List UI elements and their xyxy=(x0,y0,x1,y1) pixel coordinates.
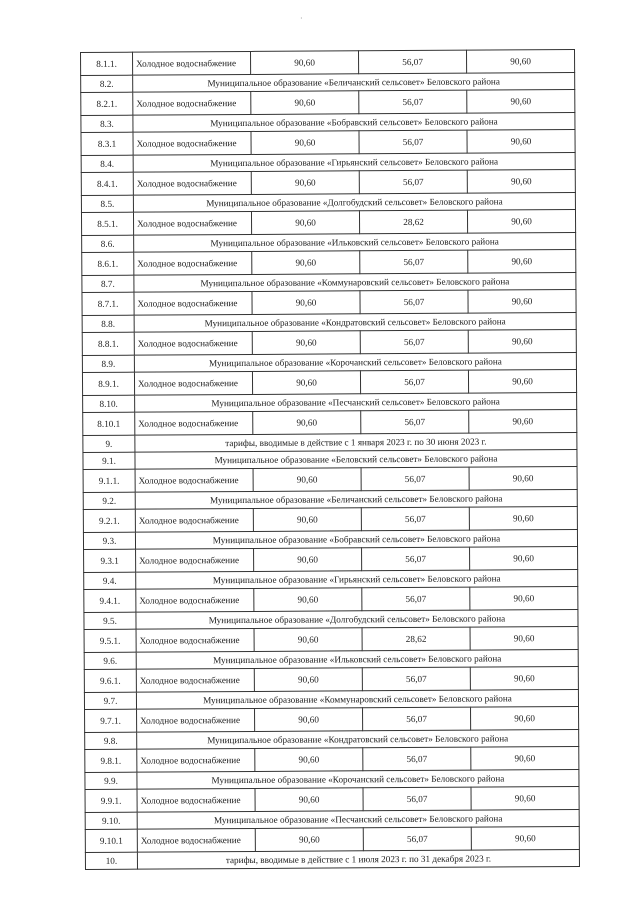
row-number: 8.4. xyxy=(81,155,133,172)
section-title: Муниципальное образование «Коммунаровский сельсовет» Беловского района xyxy=(134,272,576,292)
section-title: Муниципальное образование «Корочанский сельсовет» Беловского района xyxy=(137,769,579,789)
service-name: Холодное водоснабжение xyxy=(136,668,254,692)
section-title: Муниципальное образование «Бобравский сельсовет» Беловского района xyxy=(133,112,575,132)
tariff-value-3: 90,60 xyxy=(467,129,575,153)
row-number: 8.1.1. xyxy=(81,52,133,75)
tariff-value-1: 90,60 xyxy=(255,748,363,772)
service-row xyxy=(82,289,576,315)
section-title: Муниципальное образование «Песчанский сельсовет» Беловского района xyxy=(137,809,579,829)
service-name: Холодное водоснабжение xyxy=(133,171,251,195)
tariff-value-3: 90,60 xyxy=(471,826,579,850)
tariff-value-3: 90,60 xyxy=(468,249,576,273)
section-title: Муниципальное образование «Ильковский сельсовет» Беловского района xyxy=(136,649,578,669)
tariff-value-3: 90,60 xyxy=(468,289,576,313)
section-title: тарифы, вводимые в действие с 1 июля 2023 г. по 31 декабря 2023 г. xyxy=(137,849,579,869)
tariff-value-3: 90,60 xyxy=(467,209,575,233)
tariff-value-1: 90,60 xyxy=(252,371,360,395)
tariff-value-2: 56,07 xyxy=(363,827,471,851)
tariff-value-2: 56,07 xyxy=(359,130,467,154)
row-number: 9.3.1 xyxy=(84,549,136,572)
tariff-value-3: 90,60 xyxy=(470,626,578,650)
row-number: 8.7.1. xyxy=(82,292,134,315)
row-number: 9.10. xyxy=(85,812,137,829)
row-number: 8.6. xyxy=(82,235,134,252)
service-name: Холодное водоснабжение xyxy=(133,211,251,235)
tariff-value-2: 56,07 xyxy=(360,330,468,354)
tariff-value-2: 56,07 xyxy=(359,170,467,194)
service-row xyxy=(81,209,575,235)
row-number: 8.6.1. xyxy=(82,252,134,275)
row-number: 9.6.1. xyxy=(84,669,136,692)
tariff-value-1: 90,60 xyxy=(252,291,360,315)
tariff-value-3: 90,60 xyxy=(471,786,579,810)
service-row xyxy=(82,249,576,275)
service-row xyxy=(82,369,576,395)
service-name: Холодное водоснабжение xyxy=(133,131,251,155)
service-row xyxy=(83,466,577,492)
tariff-value-2: 56,07 xyxy=(360,290,468,314)
row-number: 9.5.1. xyxy=(84,629,136,652)
tariff-value-3: 90,60 xyxy=(470,546,578,570)
service-row xyxy=(81,129,575,155)
service-row xyxy=(84,586,578,612)
service-row xyxy=(81,169,575,195)
service-row xyxy=(85,786,579,812)
service-name: Холодное водоснабжение xyxy=(134,291,252,315)
tariff-value-1: 90,60 xyxy=(253,508,361,532)
tariff-value-2: 56,07 xyxy=(360,250,468,274)
tariff-value-3: 90,60 xyxy=(469,409,577,433)
section-title: Муниципальное образование «Ильковский сельсовет» Беловского района xyxy=(134,232,576,252)
tariff-table-body xyxy=(81,49,580,869)
tariff-value-1: 90,60 xyxy=(255,828,363,852)
tariff-value-1: 90,60 xyxy=(254,588,362,612)
row-number: 9.4. xyxy=(84,572,136,589)
service-row xyxy=(83,409,577,435)
service-name: Холодное водоснабжение xyxy=(133,91,251,115)
row-number: 8.4.1. xyxy=(81,172,133,195)
section-title: Муниципальное образование «Коммунаровский сельсовет» Беловского района xyxy=(136,689,578,709)
tariff-value-1: 90,60 xyxy=(251,171,359,195)
row-number: 8.5. xyxy=(81,195,133,212)
section-row xyxy=(85,849,579,869)
section-title: тарифы, вводимые в действие с 1 января 2023 г. по 30 июня 2023 г. xyxy=(135,432,577,452)
tariff-value-1: 90,60 xyxy=(251,91,359,115)
row-number: 9.1.1. xyxy=(83,469,135,492)
service-row xyxy=(84,546,578,572)
service-name: Холодное водоснабжение xyxy=(136,588,254,612)
row-number: 9.4.1. xyxy=(84,589,136,612)
tariff-value-1: 90,60 xyxy=(253,411,361,435)
tariff-value-2: 56,07 xyxy=(361,410,469,434)
row-number: 9.8.1. xyxy=(85,749,137,772)
row-number: 9.2.1. xyxy=(83,509,135,532)
tariff-table xyxy=(80,49,580,870)
service-name: Холодное водоснабжение xyxy=(134,251,252,275)
tariff-value-1: 90,60 xyxy=(251,131,359,155)
service-name: Холодное водоснабжение xyxy=(136,548,254,572)
tariff-value-3: 90,60 xyxy=(469,466,577,490)
service-name: Холодное водоснабжение xyxy=(134,331,252,355)
service-name: Холодное водоснабжение xyxy=(135,468,253,492)
section-title: Муниципальное образование «Гирьянский сельсовет» Беловского района xyxy=(136,569,578,589)
service-name: Холодное водоснабжение xyxy=(133,51,251,75)
row-number: 9.1. xyxy=(83,452,135,469)
tariff-value-1: 90,60 xyxy=(255,708,363,732)
row-number: 10. xyxy=(85,852,137,869)
service-row xyxy=(84,626,578,652)
row-number: 9.2. xyxy=(83,492,135,509)
row-number: 8.2. xyxy=(81,75,133,92)
row-number: 9.9.1. xyxy=(85,789,137,812)
section-title: Муниципальное образование «Корочанский сельсовет» Беловского района xyxy=(134,352,576,372)
row-number: 8.10.1 xyxy=(83,412,135,435)
section-title: Муниципальное образование «Кондратовский сельсовет» Беловского района xyxy=(137,729,579,749)
service-name: Холодное водоснабжение xyxy=(137,828,255,852)
service-name: Холодное водоснабжение xyxy=(134,371,252,395)
service-row xyxy=(81,49,575,75)
row-number: 8.2.1. xyxy=(81,92,133,115)
row-number: 8.5.1. xyxy=(81,212,133,235)
tariff-value-1: 90,60 xyxy=(252,331,360,355)
tariff-value-1: 90,60 xyxy=(255,788,363,812)
row-number: 9.7. xyxy=(84,692,136,709)
tariff-value-2: 56,07 xyxy=(362,667,470,691)
row-number: 8.8.1. xyxy=(82,332,134,355)
service-row xyxy=(85,826,579,852)
tariff-value-3: 90,60 xyxy=(467,169,575,193)
tariff-value-3: 90,60 xyxy=(470,666,578,690)
service-row xyxy=(82,329,576,355)
tariff-value-2: 56,07 xyxy=(359,90,467,114)
service-row xyxy=(81,89,575,115)
tariff-value-3: 90,60 xyxy=(469,506,577,530)
service-name: Холодное водоснабжение xyxy=(137,748,255,772)
service-name: Холодное водоснабжение xyxy=(135,411,253,435)
section-title: Муниципальное образование «Гирьянский сельсовет» Беловского района xyxy=(133,152,575,172)
section-title: Муниципальное образование «Долгобудский сельсовет» Беловского района xyxy=(136,609,578,629)
tariff-value-1: 90,60 xyxy=(254,548,362,572)
row-number: 9.3. xyxy=(83,532,135,549)
service-row xyxy=(83,506,577,532)
row-number: 9.8. xyxy=(85,732,137,749)
page-scan-mark: · xyxy=(300,14,303,23)
tariff-value-2: 56,07 xyxy=(361,507,469,531)
section-title: Муниципальное образование «Беличанский сельсовет» Беловского района xyxy=(135,489,577,509)
service-name: Холодное водоснабжение xyxy=(136,628,254,652)
section-title: Муниципальное образование «Беличанский сельсовет» Беловского района xyxy=(133,72,575,92)
row-number: 8.8. xyxy=(82,315,134,332)
tariff-value-1: 90,60 xyxy=(253,468,361,492)
tariff-value-1: 90,60 xyxy=(250,51,358,75)
row-number: 8.9.1. xyxy=(82,372,134,395)
row-number: 8.7. xyxy=(82,275,134,292)
tariff-value-1: 90,60 xyxy=(254,628,362,652)
section-title: Муниципальное образование «Беловский сельсовет» Беловского района xyxy=(135,449,577,469)
service-row xyxy=(85,746,579,772)
row-number: 8.3.1 xyxy=(81,132,133,155)
tariff-value-3: 90,60 xyxy=(471,706,579,730)
tariff-value-2: 56,07 xyxy=(363,747,471,771)
row-number: 8.10. xyxy=(83,395,135,412)
tariff-value-2: 56,07 xyxy=(363,787,471,811)
tariff-value-2: 28,62 xyxy=(362,627,470,651)
section-title: Муниципальное образование «Кондратовский сельсовет» Беловского района xyxy=(134,312,576,332)
row-number: 8.3. xyxy=(81,115,133,132)
tariff-value-3: 90,60 xyxy=(471,746,579,770)
row-number: 9.7.1. xyxy=(85,709,137,732)
tariff-value-3: 90,60 xyxy=(467,89,575,113)
tariff-value-3: 90,60 xyxy=(466,49,574,73)
tariff-value-2: 56,07 xyxy=(363,707,471,731)
tariff-value-2: 28,62 xyxy=(359,210,467,234)
section-title: Муниципальное образование «Бобравский сельсовет» Беловского района xyxy=(135,529,577,549)
row-number: 9. xyxy=(83,435,135,452)
tariff-value-1: 90,60 xyxy=(254,668,362,692)
section-title: Муниципальное образование «Долгобудский сельсовет» Беловского района xyxy=(133,192,575,212)
row-number: 8.9. xyxy=(82,355,134,372)
tariff-value-2: 56,07 xyxy=(360,370,468,394)
service-name: Холодное водоснабжение xyxy=(137,788,255,812)
row-number: 9.5. xyxy=(84,612,136,629)
tariff-value-1: 90,60 xyxy=(252,251,360,275)
service-row xyxy=(84,666,578,692)
tariff-value-3: 90,60 xyxy=(468,329,576,353)
tariff-value-1: 90,60 xyxy=(251,211,359,235)
tariff-value-2: 56,07 xyxy=(362,547,470,571)
tariff-value-2: 56,07 xyxy=(358,50,466,74)
tariff-value-3: 90,60 xyxy=(470,586,578,610)
tariff-value-3: 90,60 xyxy=(468,369,576,393)
service-row xyxy=(85,706,579,732)
row-number: 9.10.1 xyxy=(85,829,137,852)
service-name: Холодное водоснабжение xyxy=(137,708,255,732)
row-number: 9.9. xyxy=(85,772,137,789)
section-title: Муниципальное образование «Песчанский сельсовет» Беловского района xyxy=(135,392,577,412)
tariff-value-2: 56,07 xyxy=(362,587,470,611)
tariff-value-2: 56,07 xyxy=(361,467,469,491)
service-name: Холодное водоснабжение xyxy=(135,508,253,532)
row-number: 9.6. xyxy=(84,652,136,669)
